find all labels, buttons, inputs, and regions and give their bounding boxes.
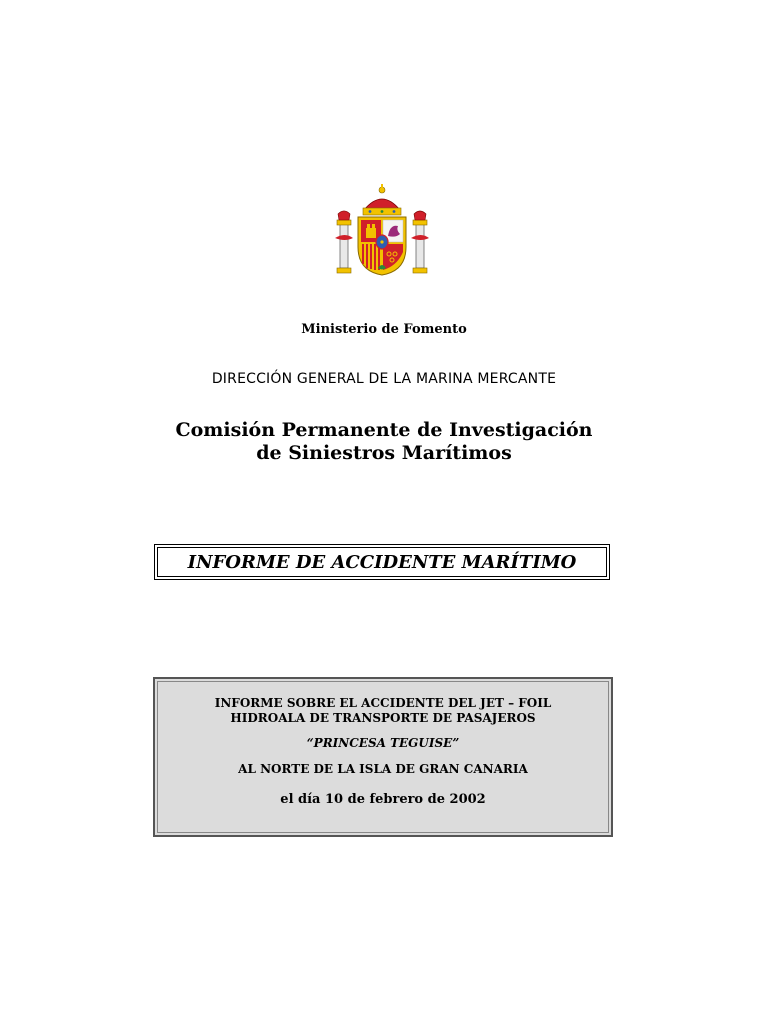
- coat-of-arms-emblem: [334, 184, 430, 280]
- commission-title: [0, 419, 768, 465]
- commission-title-line-2: de Siniestros Marítimos: [256, 442, 512, 464]
- direction-general-title: DIRECCIÓN GENERAL DE LA MARINA MERCANTE: [211, 371, 557, 387]
- ship-name: “PRINCESA TEGUISE”: [306, 736, 460, 750]
- accident-details-box: [153, 677, 613, 837]
- details-line-2: HIDROALA DE TRANSPORTE DE PASAJEROS: [230, 711, 536, 725]
- commission-title-line-1: Comisión Permanente de Investigación: [175, 419, 593, 441]
- accident-location: AL NORTE DE LA ISLA DE GRAN CANARIA: [238, 762, 528, 776]
- details-line-1: INFORME SOBRE EL ACCIDENTE DEL JET – FOIL: [214, 696, 552, 710]
- accident-date: el día 10 de febrero de 2002: [280, 792, 486, 807]
- report-title: INFORME DE ACCIDENTE MARÍTIMO: [157, 547, 607, 577]
- accident-details-content: [157, 681, 609, 833]
- report-title-box: [154, 544, 610, 580]
- ministry-name: Ministerio de Fomento: [301, 322, 467, 337]
